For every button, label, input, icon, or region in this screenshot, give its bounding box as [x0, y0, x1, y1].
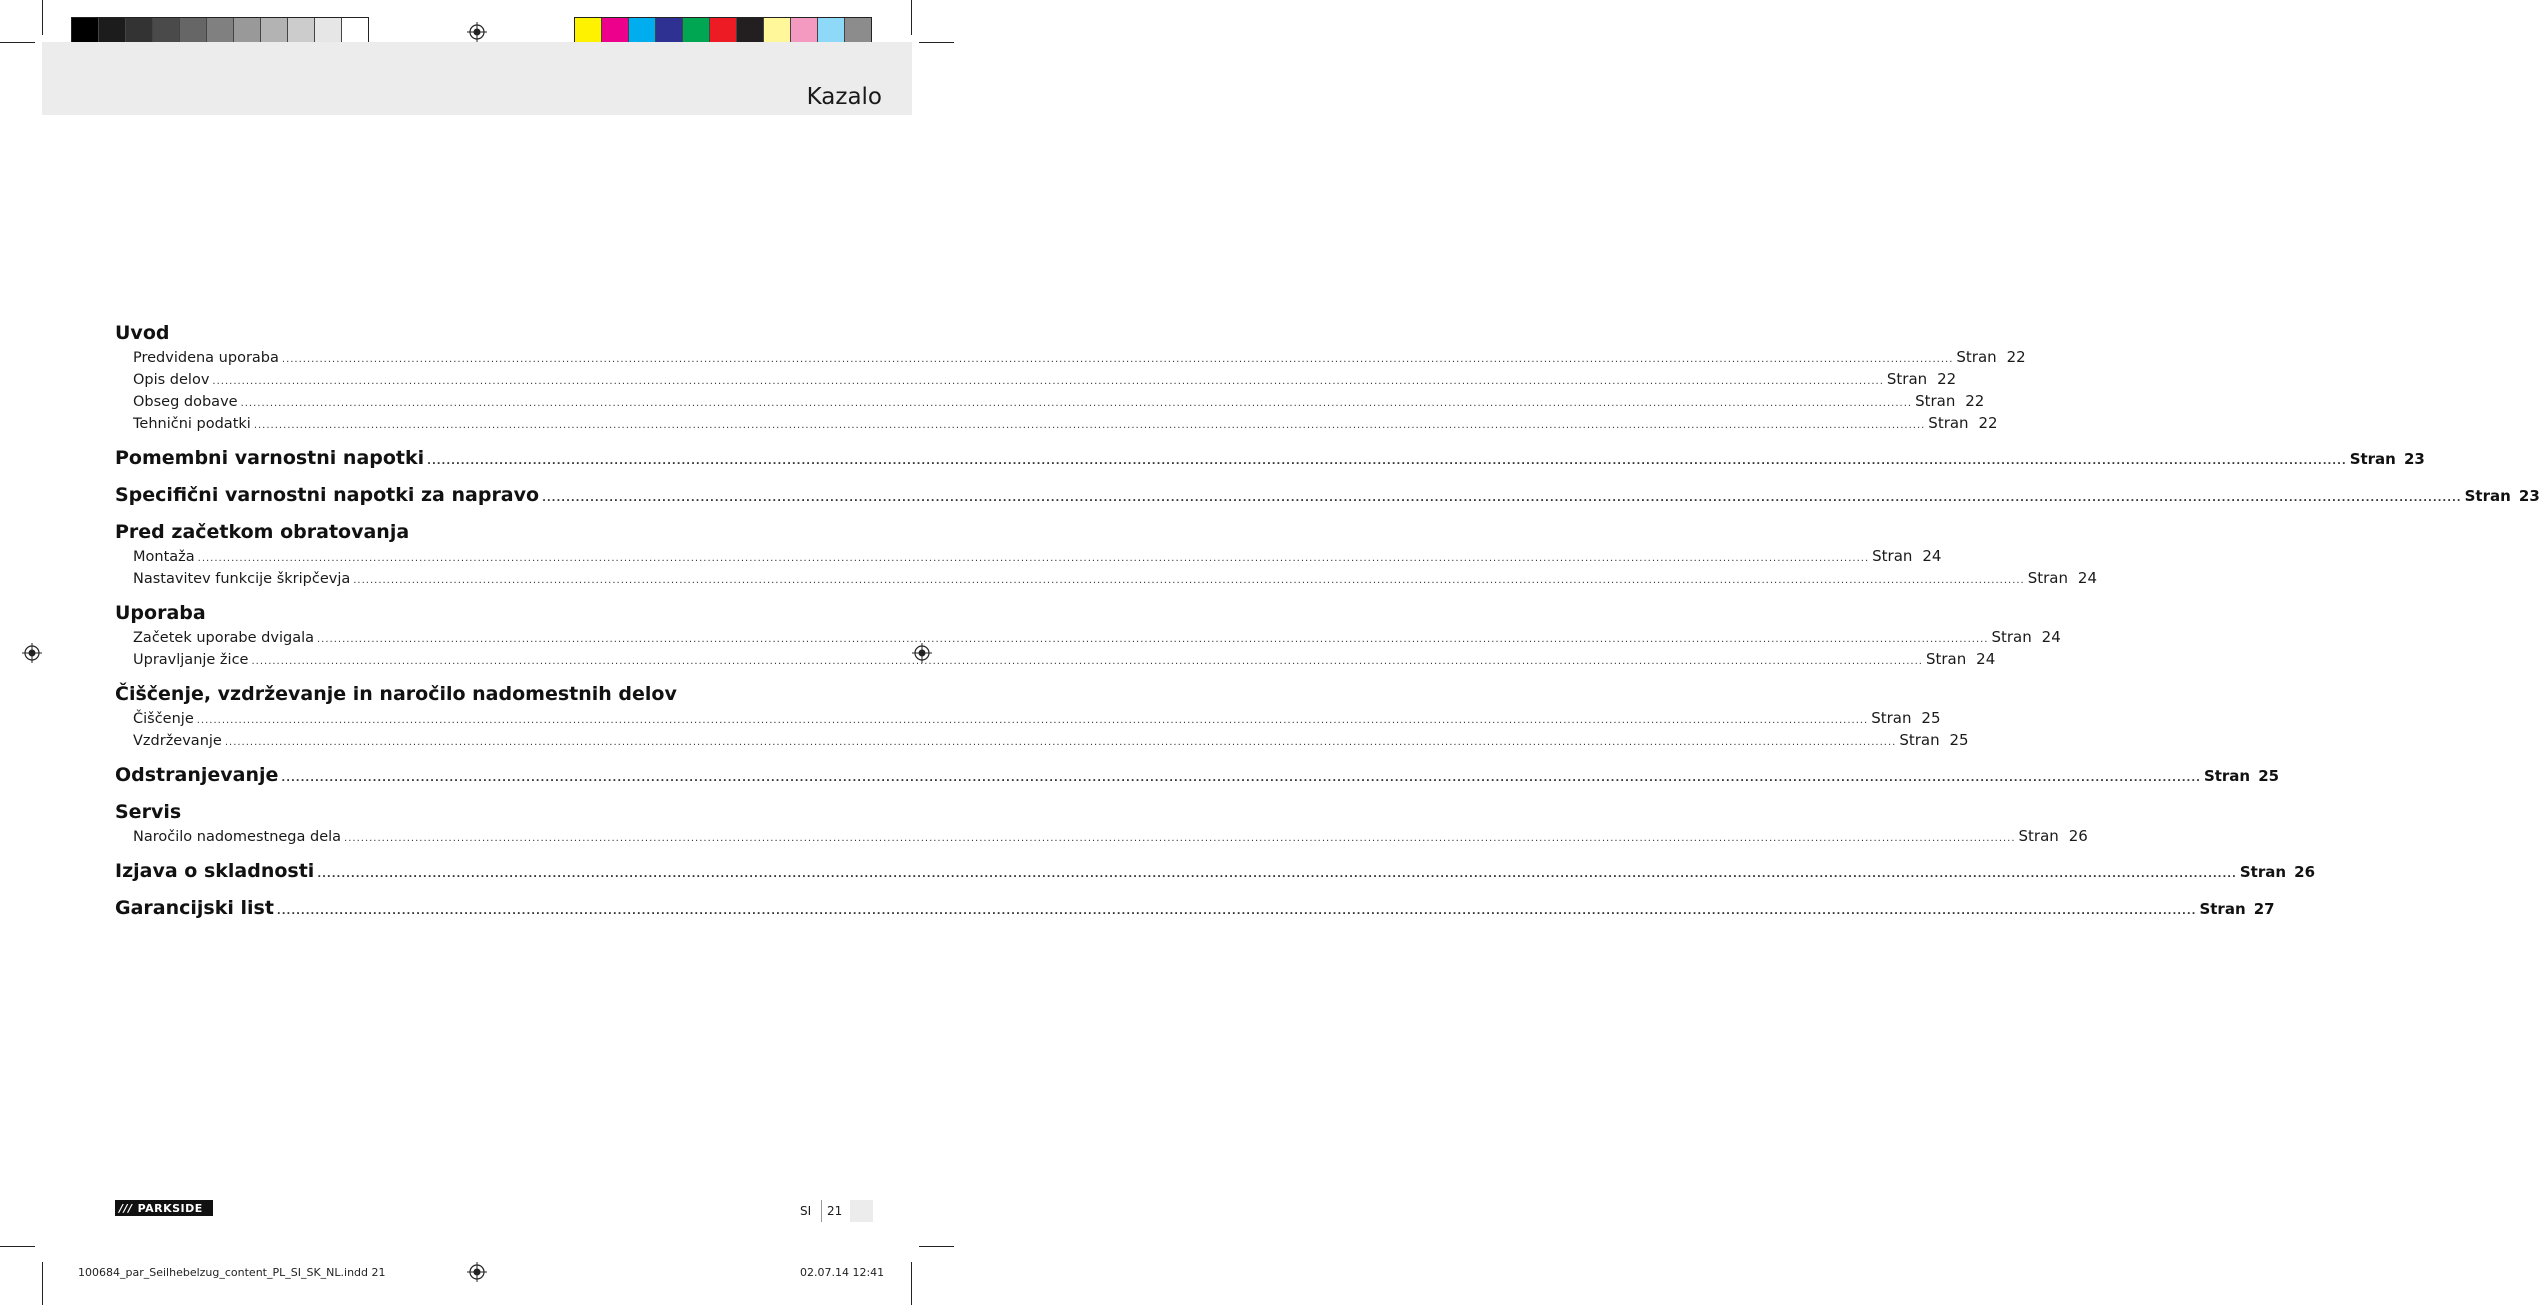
- page-number: 24: [1976, 650, 1996, 668]
- page-number: 26: [2068, 827, 2088, 845]
- color-swatch: [315, 18, 342, 44]
- color-swatch: [153, 18, 180, 44]
- color-swatch: [207, 18, 234, 44]
- color-swatch: [737, 18, 764, 44]
- dot-leader: ................................................................................................................................................................................................................................................................................................................................................................................................................: [253, 420, 1926, 431]
- registration-mark-icon: [467, 22, 487, 42]
- toc-label: Garancijski list: [115, 897, 274, 919]
- crop-mark: [911, 0, 912, 35]
- page-number: 21: [827, 1204, 843, 1218]
- toc-label: Pomembni varnostni napotki: [115, 447, 425, 469]
- page-prefix: Stran: [2239, 863, 2287, 881]
- color-swatch: [710, 18, 737, 44]
- toc-section: [115, 762, 2280, 788]
- registration-mark-icon: [467, 1262, 487, 1282]
- toc-page-ref: [1956, 346, 2025, 368]
- toc-section-heading[interactable]: Servis: [115, 801, 182, 823]
- color-swatch: [575, 18, 602, 44]
- page-prefix: Stran: [1899, 731, 1940, 749]
- page-prefix: Stran: [2018, 827, 2059, 845]
- page-prefix: Stran: [1872, 547, 1913, 565]
- toc-section: [115, 681, 1969, 751]
- color-swatch: [791, 18, 818, 44]
- dot-leader: ................................................................................................................................................................................................................................................................................................................................................................................................................: [196, 715, 1869, 726]
- toc-label: Obseg dobave: [133, 394, 238, 410]
- toc-section: [115, 445, 2425, 471]
- logo-slashes-icon: ///: [119, 1201, 133, 1215]
- toc-entry[interactable]: [115, 412, 1998, 434]
- toc-page-ref: [1926, 648, 1995, 670]
- color-swatch: [342, 18, 368, 44]
- toc-section: [115, 858, 2316, 884]
- grayscale-color-bar: [71, 17, 369, 45]
- crop-mark: [0, 1246, 35, 1247]
- toc-section-entry[interactable]: [115, 895, 2275, 921]
- toc-section: [115, 482, 2540, 508]
- page-prefix: Stran: [2027, 569, 2069, 587]
- slug-date: 02.07.14 12:41: [800, 1266, 885, 1279]
- color-swatch: [72, 18, 99, 44]
- toc-section: [115, 320, 2026, 434]
- toc-page-ref: [2019, 825, 2088, 847]
- page-prefix: Stran: [1928, 414, 1969, 432]
- toc-page-ref: [1915, 390, 1984, 412]
- toc-entry[interactable]: [115, 648, 1996, 670]
- crop-mark: [42, 1262, 43, 1305]
- toc-label: Čiščenje: [133, 711, 194, 727]
- toc-entry[interactable]: [115, 626, 2061, 648]
- brand-logo: [115, 1200, 213, 1216]
- toc-entry[interactable]: [115, 707, 1941, 729]
- toc-entry[interactable]: [115, 368, 1957, 390]
- toc-label: Izjava o skladnosti: [115, 860, 315, 882]
- table-of-contents: [115, 320, 2540, 932]
- crop-mark: [42, 0, 43, 35]
- language-code: SI: [800, 1204, 812, 1218]
- dot-leader: ................................................................................................................................................................................................................................................................................................................................................................................................................: [224, 737, 1897, 748]
- toc-entry[interactable]: [115, 346, 2026, 368]
- page-prefix: Stran: [2203, 767, 2251, 785]
- toc-section: [115, 519, 2098, 589]
- toc-page-ref: [2028, 567, 2097, 589]
- toc-section-heading[interactable]: Uvod: [115, 322, 170, 344]
- toc-section-heading[interactable]: Čiščenje, vzdrževanje in naročilo nadomestnih delov: [115, 683, 677, 705]
- toc-entry[interactable]: [115, 390, 1985, 412]
- toc-label: Odstranjevanje: [115, 764, 279, 786]
- dot-leader: ................................................................................................................................................................................................................................................................................................................................................................................................................: [427, 456, 2347, 467]
- toc-page-ref: [2199, 896, 2274, 922]
- page-prefix: Stran: [2464, 487, 2511, 505]
- toc-page-ref: [1887, 368, 1956, 390]
- toc-page-ref: [1928, 412, 1997, 434]
- crop-mark: [919, 42, 954, 43]
- page-number: 24: [1922, 547, 1942, 565]
- color-swatch: [180, 18, 207, 44]
- crop-mark: [911, 1262, 912, 1305]
- page-number: 22: [2006, 348, 2026, 366]
- dot-leader: ................................................................................................................................................................................................................................................................................................................................................................................................................: [317, 869, 2237, 880]
- toc-page-ref: [2204, 763, 2279, 789]
- color-swatch: [683, 18, 710, 44]
- toc-section: [115, 600, 2061, 670]
- toc-label: Vzdrževanje: [133, 733, 222, 749]
- toc-page-ref: [2350, 446, 2425, 472]
- dot-leader: ................................................................................................................................................................................................................................................................................................................................................................................................................: [344, 833, 2016, 844]
- dot-leader: ................................................................................................................................................................................................................................................................................................................................................................................................................: [276, 906, 2197, 917]
- toc-section: [115, 895, 2275, 921]
- toc-label: Tehnični podatki: [133, 416, 251, 432]
- toc-entry[interactable]: [115, 567, 2098, 589]
- page-number: 24: [2041, 628, 2061, 646]
- toc-entry[interactable]: [115, 729, 1969, 751]
- color-swatch: [126, 18, 153, 44]
- color-swatch: [656, 18, 683, 44]
- toc-entry[interactable]: [115, 825, 2088, 847]
- slug-filename: 100684_par_Seilhebelzug_content_PL_SI_SK_NL.indd 21: [78, 1266, 386, 1279]
- toc-page-ref: [1991, 626, 2060, 648]
- toc-page-ref: [1871, 707, 1940, 729]
- toc-section-entry[interactable]: [115, 445, 2425, 471]
- footer-divider: [821, 1200, 822, 1222]
- page-number: 27: [2253, 900, 2275, 918]
- color-swatch: [602, 18, 629, 44]
- toc-label: Upravljanje žice: [133, 652, 249, 668]
- page-number: 25: [2258, 767, 2280, 785]
- color-swatch: [288, 18, 315, 44]
- color-swatch: [764, 18, 791, 44]
- dot-leader: ................................................................................................................................................................................................................................................................................................................................................................................................................: [542, 493, 2462, 504]
- toc-section-entry[interactable]: [115, 482, 2540, 508]
- toc-label: Predvidena uporaba: [133, 350, 279, 366]
- toc-page-ref: [1899, 729, 1968, 751]
- toc-page-ref: [2465, 483, 2540, 509]
- dot-leader: ................................................................................................................................................................................................................................................................................................................................................................................................................: [240, 398, 1913, 409]
- page-prefix: Stran: [1871, 709, 1912, 727]
- page-prefix: Stran: [2349, 450, 2396, 468]
- dot-leader: ................................................................................................................................................................................................................................................................................................................................................................................................................: [353, 575, 2025, 586]
- page-prefix: Stran: [1925, 650, 1967, 668]
- color-swatch: [818, 18, 845, 44]
- dot-leader: ................................................................................................................................................................................................................................................................................................................................................................................................................: [251, 656, 1923, 667]
- color-swatch: [99, 18, 126, 44]
- page-prefix: Stran: [1886, 370, 1928, 388]
- page-number: 26: [2294, 863, 2316, 881]
- page-prefix: Stran: [1915, 392, 1956, 410]
- page-prefix: Stran: [2199, 900, 2246, 918]
- toc-entry[interactable]: [115, 545, 1942, 567]
- dot-leader: ................................................................................................................................................................................................................................................................................................................................................................................................................: [197, 553, 1870, 564]
- toc-label: Nastavitev funkcije škripčevja: [133, 571, 351, 587]
- color-swatch: [261, 18, 288, 44]
- page-number: 25: [1949, 731, 1969, 749]
- page-prefix: Stran: [1991, 628, 2032, 646]
- page-number: 23: [2518, 487, 2540, 505]
- dot-leader: ................................................................................................................................................................................................................................................................................................................................................................................................................: [281, 773, 2201, 784]
- page-number: 24: [2077, 569, 2098, 587]
- color-swatch: [845, 18, 871, 44]
- page-number: 22: [1965, 392, 1985, 410]
- toc-label: Montaža: [133, 549, 195, 565]
- toc-label: Opis delov: [133, 372, 210, 388]
- page-number: 25: [1921, 709, 1941, 727]
- toc-section-heading[interactable]: Pred začetkom obratovanja: [115, 521, 410, 543]
- toc-page-ref: [2240, 859, 2315, 885]
- toc-section-heading[interactable]: Uporaba: [115, 602, 206, 624]
- page-prefix: Stran: [1956, 348, 1997, 366]
- dot-leader: ................................................................................................................................................................................................................................................................................................................................................................................................................: [317, 634, 1989, 645]
- crop-mark: [0, 42, 35, 43]
- registration-mark-icon: [22, 643, 42, 663]
- toc-label: Začetek uporabe dvigala: [133, 630, 314, 646]
- toc-section-entry[interactable]: [115, 858, 2316, 884]
- toc-label: Specifični varnostni napotki za napravo: [115, 484, 540, 506]
- page-number: 22: [1978, 414, 1998, 432]
- dot-leader: ................................................................................................................................................................................................................................................................................................................................................................................................................: [281, 354, 1954, 365]
- toc-section: [115, 799, 2088, 847]
- brand-name: PARKSIDE: [137, 1201, 203, 1215]
- toc-page-ref: [1872, 545, 1941, 567]
- color-swatch: [234, 18, 261, 44]
- page-title: Kazalo: [806, 84, 882, 110]
- dot-leader: ................................................................................................................................................................................................................................................................................................................................................................................................................: [212, 376, 1884, 387]
- footer-tab: [850, 1200, 873, 1222]
- toc-label: Naročilo nadomestnega dela: [133, 829, 342, 845]
- crop-mark: [919, 1246, 954, 1247]
- header-band: [42, 42, 912, 115]
- process-color-bar: [574, 17, 872, 45]
- page-number: 22: [1937, 370, 1957, 388]
- page-number: 23: [2403, 450, 2425, 468]
- toc-section-entry[interactable]: [115, 762, 2280, 788]
- color-swatch: [629, 18, 656, 44]
